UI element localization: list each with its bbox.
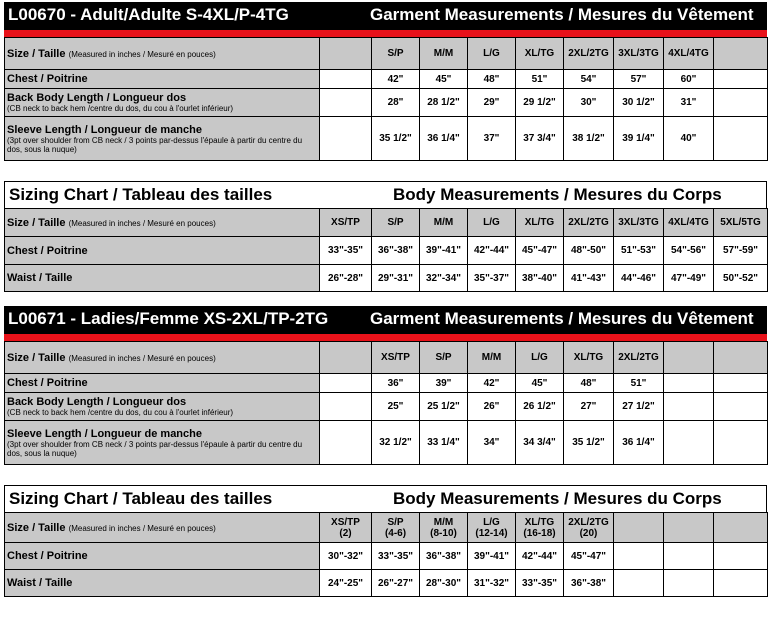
ladies-garment-value-cell: 35 1/2": [564, 421, 614, 465]
adult-garment-value-cell: 29 1/2": [516, 89, 564, 117]
ladies-body-size-label: Size / Taille: [7, 521, 66, 534]
ladies-body-row-label: Waist / Taille: [7, 577, 73, 589]
ladies-garment-size-note: (Measured in inches / Mesuré en pouces): [68, 353, 216, 363]
ladies-garment-empty-cell: [714, 421, 768, 465]
adult-garment-size-label: Size / Taille: [7, 47, 66, 60]
ladies-garment-value-cell: 27 1/2": [614, 393, 664, 421]
ladies-body-value-cell: 33"-35": [516, 570, 564, 597]
ladies-body-value-cell: 26"-27": [372, 570, 420, 597]
adult-garment-blank-cell: [320, 89, 372, 117]
adult-garment-row-label: Back Body Length / Longueur dos: [7, 92, 187, 104]
adult-garment-value-cell: 60": [664, 70, 714, 89]
ladies-garment-size-header: M/M: [468, 342, 516, 374]
adult-garment-chest-row: [5, 70, 768, 89]
adult-garment-label-cell: [5, 117, 320, 161]
adult-body-value-cell: 42"-44": [468, 237, 516, 265]
adult-body-size-header: M/M: [420, 209, 468, 237]
adult-body-value-cell: 36"-38": [372, 237, 420, 265]
adult-body-value-cell: 50"-52": [714, 265, 768, 292]
ladies-garment-size-label: Size / Taille: [7, 351, 66, 364]
adult-garment-value-cell: 54": [564, 70, 614, 89]
adult-body-value-cell: 45"-47": [516, 237, 564, 265]
ladies-garment-chest-row: [5, 374, 768, 393]
ladies-garment-row-label: Chest / Poitrine: [7, 377, 88, 389]
adult-garment-value-cell: 39 1/4": [614, 117, 664, 161]
ladies-garment-empty-cell: [664, 393, 714, 421]
adult-garment-section: [4, 2, 767, 172]
ladies-garment-value-cell: 27": [564, 393, 614, 421]
ladies-garment-label-cell: [5, 342, 320, 374]
ladies-body-empty-cell: [714, 570, 768, 597]
adult-body-value-cell: 32"-34": [420, 265, 468, 292]
ladies-body-value-cell: 30"-32": [320, 543, 372, 570]
ladies-body-title: Body Measurements / Mesures du Corps: [393, 489, 722, 508]
ladies-garment-empty-cell: [664, 342, 714, 374]
adult-garment-size-header: XL/TG: [516, 38, 564, 70]
adult-body-value-cell: 38"-40": [516, 265, 564, 292]
ladies-body-size-num: (2): [339, 527, 352, 539]
adult-garment-row-label: Sleeve Length / Longueur de manche: [7, 123, 202, 136]
adult-body-value-cell: 44"-46": [614, 265, 664, 292]
ladies-garment-row-note: (CB neck to back hem /centre du dos, du cou à l'ourlet inférieur): [7, 408, 234, 417]
adult-body-value-cell: 57"-59": [714, 237, 768, 265]
ladies-body-label-cell: [5, 570, 320, 597]
ladies-garment-table: [4, 341, 768, 465]
adult-body-size-header: S/P: [372, 209, 420, 237]
ladies-body-size-header: [320, 513, 372, 543]
adult-garment-size-header: M/M: [420, 38, 468, 70]
ladies-garment-value-cell: 48": [564, 374, 614, 393]
ladies-body-size-num: (20): [579, 527, 598, 539]
ladies-body-table: [4, 512, 768, 597]
adult-garment-value-cell: 40": [664, 117, 714, 161]
adult-body-value-cell: 54"-56": [664, 237, 714, 265]
ladies-body-value-cell: 36"-38": [564, 570, 614, 597]
adult-garment-sleeve-row: [5, 117, 768, 161]
ladies-body-size-header: [516, 513, 564, 543]
ladies-garment-empty-cell: [714, 342, 768, 374]
ladies-body-size-header: [564, 513, 614, 543]
adult-body-value-cell: 51"-53": [614, 237, 664, 265]
adult-garment-back-row: [5, 89, 768, 117]
ladies-body-chest-row: [5, 543, 768, 570]
adult-garment-size-note: (Measured in inches / Mesuré en pouces): [68, 49, 216, 59]
ladies-body-size-note: (Measured in inches / Mesuré en pouces): [68, 523, 216, 533]
adult-body-label-cell: [5, 265, 320, 292]
ladies-body-label-cell: [5, 513, 320, 543]
adult-body-size-header: L/G: [468, 209, 516, 237]
ladies-garment-value-cell: 26 1/2": [516, 393, 564, 421]
ladies-body-empty-cell: [664, 543, 714, 570]
adult-body-table: [4, 208, 768, 292]
adult-garment-size-header: 3XL/3TG: [614, 38, 664, 70]
adult-body-size-header: 2XL/2TG: [564, 209, 614, 237]
ladies-body-empty-cell: [614, 513, 664, 543]
adult-garment-redbar: [4, 30, 767, 37]
ladies-body-empty-cell: [714, 513, 768, 543]
adult-garment-title: Garment Measurements / Mesures du Vêtement: [370, 5, 754, 24]
ladies-body-size-name: L/G: [483, 516, 500, 528]
ladies-garment-value-cell: 51": [614, 374, 664, 393]
adult-garment-blank-cell: [320, 70, 372, 89]
ladies-body-label-cell: [5, 543, 320, 570]
adult-garment-size-header: 4XL/4TG: [664, 38, 714, 70]
adult-garment-size-header: L/G: [468, 38, 516, 70]
ladies-body-size-num: (12-14): [475, 527, 508, 539]
ladies-body-value-cell: 45"-47": [564, 543, 614, 570]
ladies-garment-row-label: Back Body Length / Longueur dos: [7, 396, 187, 408]
ladies-body-size-header: [372, 513, 420, 543]
adult-garment-value-cell: 30 1/2": [614, 89, 664, 117]
ladies-garment-value-cell: 33 1/4": [420, 421, 468, 465]
adult-body-value-cell: 39"-41": [420, 237, 468, 265]
adult-body-size-header: 3XL/3TG: [614, 209, 664, 237]
ladies-garment-section: [4, 306, 767, 476]
ladies-garment-sleeve-row: [5, 421, 768, 465]
adult-garment-row-note: (3pt over shoulder from CB neck / 3 points par-dessus l'épaule à partir du centre du dos, sous la nuque): [7, 135, 303, 154]
ladies-garment-empty-cell: [664, 421, 714, 465]
ladies-garment-value-cell: 36": [372, 374, 420, 393]
adult-garment-code: L00670 - Adult/Adulte S-4XL/P-4TG: [8, 5, 289, 24]
adult-garment-empty-cell: [714, 70, 768, 89]
ladies-body-value-cell: 42"-44": [516, 543, 564, 570]
ladies-garment-size-row: [5, 342, 768, 374]
ladies-garment-blank-cell: [320, 342, 372, 374]
ladies-garment-redbar: [4, 334, 767, 341]
adult-garment-size-header: S/P: [372, 38, 420, 70]
adult-body-label-cell: [5, 237, 320, 265]
ladies-garment-back-row: [5, 393, 768, 421]
adult-garment-value-cell: 28": [372, 89, 420, 117]
ladies-body-size-name: M/M: [433, 516, 454, 528]
adult-body-value-cell: 29"-31": [372, 265, 420, 292]
adult-garment-empty-cell: [714, 89, 768, 117]
ladies-body-size-header: [420, 513, 468, 543]
ladies-body-empty-cell: [614, 543, 664, 570]
ladies-body-value-cell: 33"-35": [372, 543, 420, 570]
adult-body-value-cell: 41"-43": [564, 265, 614, 292]
ladies-garment-row-label: Sleeve Length / Longueur de manche: [7, 427, 202, 440]
adult-garment-value-cell: 28 1/2": [420, 89, 468, 117]
ladies-body-section: [4, 485, 767, 598]
adult-garment-value-cell: 42": [372, 70, 420, 89]
ladies-garment-value-cell: 34": [468, 421, 516, 465]
adult-garment-value-cell: 31": [664, 89, 714, 117]
adult-garment-header: [4, 2, 767, 30]
ladies-body-size-name: XS/TP: [331, 516, 360, 528]
adult-garment-table: [4, 37, 768, 161]
ladies-garment-value-cell: 26": [468, 393, 516, 421]
adult-body-label-cell: [5, 209, 320, 237]
ladies-garment-empty-cell: [714, 374, 768, 393]
adult-garment-empty-cell: [714, 117, 768, 161]
ladies-garment-header: [4, 306, 767, 334]
ladies-body-size-num: (8-10): [430, 527, 457, 539]
adult-garment-value-cell: 57": [614, 70, 664, 89]
adult-garment-size-row: [5, 38, 768, 70]
adult-body-value-cell: 47"-49": [664, 265, 714, 292]
adult-garment-value-cell: 45": [420, 70, 468, 89]
adult-garment-row-label: Chest / Poitrine: [7, 73, 88, 85]
adult-body-row-label: Waist / Taille: [7, 272, 73, 284]
adult-body-waist-row: [5, 265, 768, 292]
adult-garment-row-note: (CB neck to back hem /centre du dos, du cou à l'ourlet inférieur): [7, 104, 234, 113]
adult-garment-blank-cell: [320, 117, 372, 161]
ladies-body-value-cell: 31"-32": [468, 570, 516, 597]
ladies-garment-title: Garment Measurements / Mesures du Vêtement: [370, 309, 754, 328]
ladies-garment-size-header: S/P: [420, 342, 468, 374]
adult-garment-value-cell: 38 1/2": [564, 117, 614, 161]
adult-garment-label-cell: [5, 38, 320, 70]
adult-garment-value-cell: 29": [468, 89, 516, 117]
adult-garment-blank-cell: [320, 38, 372, 70]
ladies-garment-value-cell: 25 1/2": [420, 393, 468, 421]
adult-garment-value-cell: 36 1/4": [420, 117, 468, 161]
ladies-garment-row-note: (3pt over shoulder from CB neck / 3 points par-dessus l'épaule à partir du centre du dos, sous la nuque): [7, 439, 303, 458]
ladies-garment-value-cell: 32 1/2": [372, 421, 420, 465]
ladies-garment-blank-cell: [320, 393, 372, 421]
adult-body-size-header: XL/TG: [516, 209, 564, 237]
ladies-garment-blank-cell: [320, 374, 372, 393]
adult-body-size-label: Size / Taille: [7, 216, 66, 229]
adult-body-size-row: [5, 209, 768, 237]
ladies-garment-value-cell: 36 1/4": [614, 421, 664, 465]
ladies-body-size-name: S/P: [387, 516, 404, 528]
adult-body-header: [4, 181, 767, 209]
adult-garment-value-cell: 37": [468, 117, 516, 161]
ladies-body-row-label: Chest / Poitrine: [7, 550, 88, 562]
ladies-body-code: Sizing Chart / Tableau des tailles: [9, 489, 273, 508]
adult-body-value-cell: 26"-28": [320, 265, 372, 292]
adult-body-size-header: XS/TP: [320, 209, 372, 237]
ladies-body-empty-cell: [614, 570, 664, 597]
ladies-garment-code: L00671 - Ladies/Femme XS-2XL/TP-2TG: [8, 309, 329, 328]
ladies-garment-label-cell: [5, 421, 320, 465]
adult-garment-empty-cell: [714, 38, 768, 70]
adult-garment-size-header: 2XL/2TG: [564, 38, 614, 70]
ladies-garment-size-header: XL/TG: [564, 342, 614, 374]
ladies-body-size-name: 2XL/2TG: [568, 516, 609, 528]
ladies-garment-label-cell: [5, 393, 320, 421]
ladies-garment-size-header: XS/TP: [372, 342, 420, 374]
adult-garment-value-cell: 37 3/4": [516, 117, 564, 161]
adult-body-chest-row: [5, 237, 768, 265]
ladies-body-value-cell: 39"-41": [468, 543, 516, 570]
ladies-body-size-header: [468, 513, 516, 543]
ladies-body-waist-row: [5, 570, 768, 597]
ladies-garment-value-cell: 25": [372, 393, 420, 421]
ladies-garment-value-cell: 39": [420, 374, 468, 393]
ladies-body-size-name: XL/TG: [524, 516, 555, 528]
adult-body-section: [4, 181, 767, 294]
ladies-garment-size-header: 2XL/2TG: [614, 342, 664, 374]
adult-garment-label-cell: [5, 89, 320, 117]
ladies-garment-blank-cell: [320, 421, 372, 465]
ladies-body-empty-cell: [664, 513, 714, 543]
ladies-garment-label-cell: [5, 374, 320, 393]
adult-body-value-cell: 33"-35": [320, 237, 372, 265]
adult-garment-value-cell: 51": [516, 70, 564, 89]
ladies-body-size-row: [5, 513, 768, 543]
adult-garment-label-cell: [5, 70, 320, 89]
ladies-body-value-cell: 28"-30": [420, 570, 468, 597]
adult-garment-value-cell: 48": [468, 70, 516, 89]
adult-body-size-header: 5XL/5TG: [714, 209, 768, 237]
ladies-body-empty-cell: [664, 570, 714, 597]
adult-body-value-cell: 48"-50": [564, 237, 614, 265]
adult-body-size-note: (Measured in inches / Mesuré en pouces): [68, 218, 216, 228]
adult-garment-value-cell: 30": [564, 89, 614, 117]
adult-garment-value-cell: 35 1/2": [372, 117, 420, 161]
ladies-garment-value-cell: 34 3/4": [516, 421, 564, 465]
adult-body-row-label: Chest / Poitrine: [7, 244, 88, 257]
ladies-garment-empty-cell: [714, 393, 768, 421]
ladies-body-value-cell: 36"-38": [420, 543, 468, 570]
ladies-garment-value-cell: 42": [468, 374, 516, 393]
adult-body-code: Sizing Chart / Tableau des tailles: [9, 185, 273, 204]
ladies-garment-size-header: L/G: [516, 342, 564, 374]
ladies-body-empty-cell: [714, 543, 768, 570]
ladies-body-value-cell: 24"-25": [320, 570, 372, 597]
ladies-garment-empty-cell: [664, 374, 714, 393]
adult-body-title: Body Measurements / Mesures du Corps: [393, 185, 722, 204]
ladies-body-size-num: (4-6): [384, 527, 407, 539]
ladies-body-header: [4, 485, 767, 513]
adult-body-size-header: 4XL/4TG: [664, 209, 714, 237]
ladies-body-size-num: (16-18): [523, 527, 556, 539]
adult-body-value-cell: 35"-37": [468, 265, 516, 292]
ladies-garment-value-cell: 45": [516, 374, 564, 393]
